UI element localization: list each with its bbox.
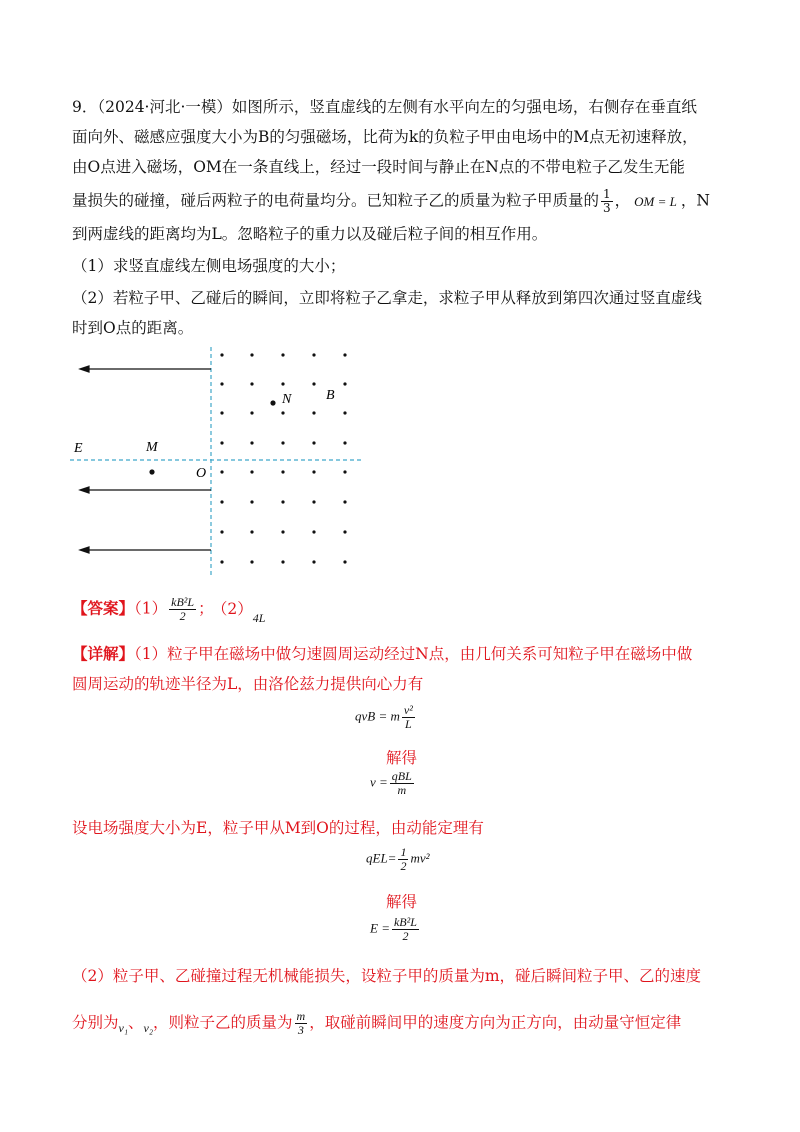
question-line-2: 面向外、磁感应强度大小为B的匀强磁场，比荷为k的负粒子甲由电场中的M点无初速释放， (72, 128, 698, 146)
label-m: M (146, 440, 158, 455)
detail-line-5-mid: ，则粒子乙的质量为 (153, 1013, 293, 1032)
label-b: B (326, 388, 335, 403)
field-dot (312, 530, 315, 533)
magnetic-field-dots (220, 353, 346, 563)
field-dot (220, 353, 223, 356)
equation-3 (366, 846, 430, 873)
answer-1-numerator: kB²L (171, 595, 195, 609)
question-line-5: 到两虚线的距离均为L。忽略粒子的重力以及碰后粒子间的相互作用。 (72, 225, 548, 243)
answer-part-1-label: （1） (134, 599, 168, 618)
mass-ratio-denominator: 3 (603, 201, 611, 215)
field-dot (343, 353, 346, 356)
question-line-4-comma: ， (614, 191, 631, 210)
equation-4 (370, 916, 421, 943)
field-dot (343, 411, 346, 414)
sub-question-2-line-2: 时到O点的距离。 (72, 319, 194, 337)
field-dot (281, 441, 284, 444)
answer-tag: 【答案】 (72, 598, 135, 618)
field-dot (281, 500, 284, 503)
mass-b-fraction (295, 1010, 308, 1037)
mass-b-denominator: 3 (297, 1023, 304, 1037)
field-dot (312, 353, 315, 356)
field-dot (250, 530, 253, 533)
equation-1-fraction (402, 704, 415, 731)
equation-1-numerator: v² (403, 703, 413, 717)
equation-3-denominator: 2 (400, 859, 407, 873)
detail-line-5-sep: 、 (128, 1013, 144, 1032)
field-dot (250, 441, 253, 444)
field-dot (343, 382, 346, 385)
field-dot (220, 500, 223, 503)
detail-line-5-start: 分别为 (72, 1013, 119, 1032)
field-dot (312, 382, 315, 385)
equation-2 (370, 770, 416, 797)
mass-ratio-fraction (601, 188, 613, 215)
detail-tag: 【详解】 (72, 644, 135, 663)
answer-1-fraction (169, 596, 196, 623)
mass-b-numerator: m (296, 1009, 306, 1023)
question-line-4-end: ，N (680, 191, 710, 210)
solve-label-2: 解得 (386, 893, 418, 911)
equation-1 (355, 704, 417, 731)
field-dot (312, 441, 315, 444)
field-dot (312, 560, 315, 563)
equation-4-fraction (392, 916, 419, 943)
solve-label-1: 解得 (386, 749, 418, 767)
field-dot (220, 470, 223, 473)
field-dot (250, 470, 253, 473)
equation-3-right: mv² (410, 850, 430, 866)
detail-line-2: 圆周运动的轨迹半径为L，由洛伦兹力提供向心力有 (72, 675, 424, 693)
field-dot (220, 411, 223, 414)
field-dot (250, 560, 253, 563)
field-dot (250, 411, 253, 414)
field-dot (281, 411, 284, 414)
field-dot (312, 500, 315, 503)
field-dot (281, 382, 284, 385)
label-n: N (282, 392, 292, 407)
question-line-4-text: 量损失的碰撞，碰后两粒子的电荷量均分。已知粒子乙的质量为粒子甲质量的 (72, 191, 600, 210)
field-dot (343, 530, 346, 533)
field-dot (281, 353, 284, 356)
velocity-v2: v₂ (143, 1020, 154, 1035)
equation-2-left: v = (370, 774, 388, 790)
field-dot (250, 382, 253, 385)
point-n (270, 400, 275, 405)
sub-question-1: （1）求竖直虚线左侧电场强度的大小； (72, 257, 346, 275)
label-e: E (74, 441, 83, 456)
detail-line-3: 设电场强度大小为E，粒子甲从M到O的过程，由动能定理有 (72, 819, 484, 837)
question-line-4 (72, 188, 710, 215)
answer-line (72, 596, 265, 623)
point-m (149, 469, 154, 474)
field-dot (220, 441, 223, 444)
field-dot (220, 382, 223, 385)
field-dot (281, 470, 284, 473)
field-dot (312, 470, 315, 473)
field-dot (220, 530, 223, 533)
field-dot (250, 500, 253, 503)
field-dot (312, 411, 315, 414)
detail-line-1-text: （1）粒子甲在磁场中做匀速圆周运动经过N点，由几何关系可知粒子甲在磁场中做 (134, 645, 693, 663)
field-dot (343, 441, 346, 444)
equation-3-numerator: 1 (400, 845, 407, 859)
equation-1-denominator: L (405, 717, 412, 731)
question-line-1: 9．（2024·河北·一模）如图所示，竖直虚线的左侧有水平向左的匀强电场，右侧存在垂直纸 (72, 98, 697, 116)
equation-4-left: E = (370, 920, 390, 936)
field-dot (220, 560, 223, 563)
mass-ratio-numerator: 1 (603, 187, 611, 201)
detail-line-4: （2）粒子甲、乙碰撞过程无机械能损失，设粒子甲的质量为m，碰后瞬间粒子甲、乙的速度 (72, 967, 702, 985)
detail-line-5-end: ，取碰前瞬间甲的速度方向为正方向，由动量守恒定律 (309, 1013, 682, 1032)
equation-3-fraction (398, 846, 408, 873)
equation-2-fraction (390, 770, 414, 797)
field-dot (281, 560, 284, 563)
answer-2-value: 4L (252, 610, 266, 625)
question-line-3: 由O点进入磁场，OM在一条直线上，经过一段时间与静止在N点的不带电粒子乙发生无能 (72, 158, 685, 176)
equation-4-denominator: 2 (402, 929, 409, 943)
equation-1-left: qvB = m (355, 708, 400, 724)
om-equals-l: OM = L (634, 193, 677, 209)
sub-question-2-line-1: （2）若粒子甲、乙碰后的瞬间，立即将粒子乙拿走，求粒子甲从释放到第四次通过竖直虚线 (72, 289, 702, 307)
field-dot (343, 560, 346, 563)
equation-4-numerator: kB²L (393, 915, 417, 929)
answer-separator: ； (198, 599, 214, 618)
velocity-v1: v₁ (118, 1020, 129, 1035)
field-dot (281, 530, 284, 533)
field-diagram (70, 347, 370, 577)
equation-3-left: qEL= (366, 850, 397, 866)
field-dot (250, 353, 253, 356)
equation-2-denominator: m (397, 783, 407, 797)
field-dot (343, 470, 346, 473)
field-dot (343, 500, 346, 503)
answer-part-2-label: （2） (219, 599, 253, 618)
detail-line-5 (72, 1010, 681, 1037)
equation-2-numerator: qBL (391, 769, 412, 783)
label-o: O (196, 466, 207, 481)
answer-1-denominator: 2 (179, 609, 186, 623)
detail-line-1 (72, 644, 692, 664)
